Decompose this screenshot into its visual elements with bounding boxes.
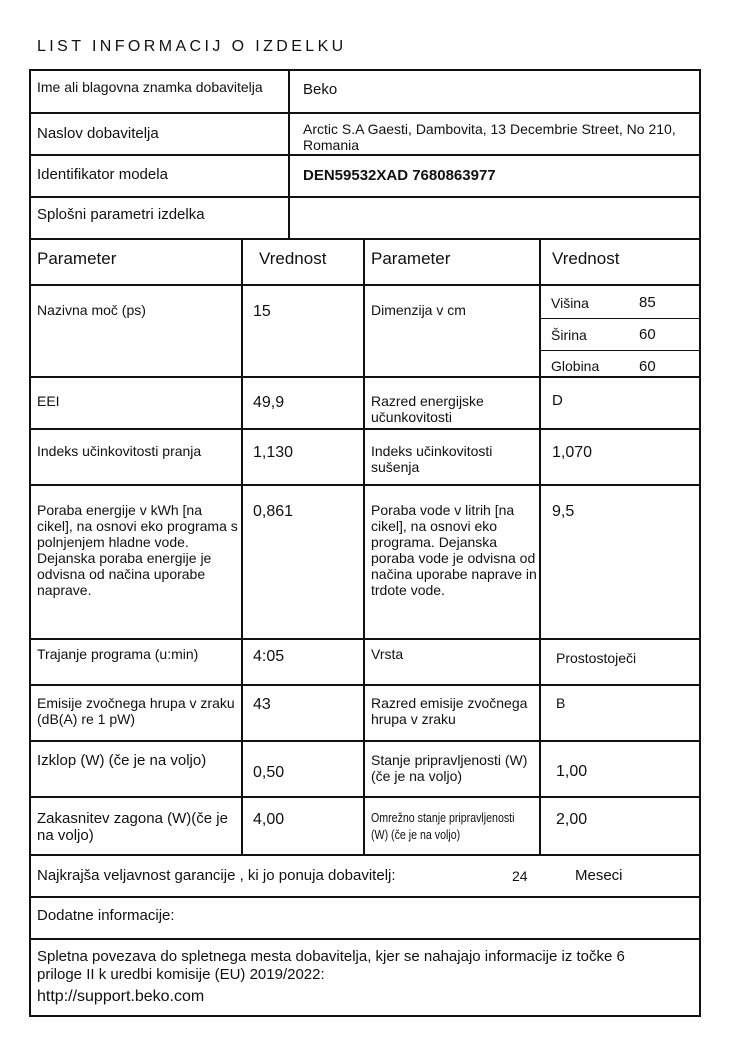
off-mode-value: 0,50 xyxy=(253,764,285,781)
network-standby-label-2: (W) (če je na voljo) xyxy=(371,828,461,842)
eei-value: 49,9 xyxy=(253,394,285,411)
energy-class-value: D xyxy=(552,392,563,409)
off-mode-label: Izklop (W) (če je na voljo) xyxy=(37,752,207,769)
height-value: 85 xyxy=(639,294,656,311)
eei-label: EEI xyxy=(37,393,60,409)
supplier-name-label: Ime ali blagovna znamka dobavitelja xyxy=(37,79,263,95)
energy-consumption-value: 0,861 xyxy=(253,503,294,520)
grid-line xyxy=(29,112,701,114)
network-standby-label-1: Omrežno stanje pripravljenosti xyxy=(371,811,515,825)
supplier-address-line1: Arctic S.A Gaesti, Dambovita, 13 Decembrie Street, No 210, xyxy=(303,121,676,137)
grid-line xyxy=(29,638,701,640)
grid-line xyxy=(29,484,701,486)
energy-line: Dejanska poraba energije je xyxy=(37,550,212,566)
network-standby-value: 2,00 xyxy=(556,811,588,828)
grid-line xyxy=(29,684,701,686)
grid-line xyxy=(29,154,701,156)
depth-label: Globina xyxy=(551,358,600,374)
header-parameter-1: Parameter xyxy=(37,249,117,268)
guarantee-label: Najkrajša veljavnost garancije , ki jo ponuja dobavitelj: xyxy=(37,867,396,884)
duration-label: Trajanje programa (u:min) xyxy=(37,646,199,662)
energy-class-label-2: učunkovitosti xyxy=(371,409,452,425)
standby-label-2: (če je na voljo) xyxy=(371,768,463,784)
header-value-1: Vrednost xyxy=(259,249,327,268)
type-label: Vrsta xyxy=(371,646,404,662)
grid-line xyxy=(29,376,701,378)
duration-value: 4:05 xyxy=(253,648,285,665)
grid-line xyxy=(241,238,243,856)
energy-class-label-1: Razred energijske xyxy=(371,393,484,409)
guarantee-value: 24 xyxy=(512,868,528,884)
water-line: poraba vode je odvisna od xyxy=(371,550,536,566)
grid-line xyxy=(29,740,701,742)
type-value: Prostostoječi xyxy=(556,650,637,666)
support-url[interactable]: http://support.beko.com xyxy=(37,988,205,1005)
grid-line xyxy=(29,896,701,898)
standby-label-1: Stanje pripravljenosti (W) xyxy=(371,752,528,768)
grid-line xyxy=(541,318,701,319)
grid-line xyxy=(29,428,701,430)
wash-index-label: Indeks učinkovitosti pranja xyxy=(37,443,202,459)
grid-line xyxy=(29,938,701,940)
wash-index-value: 1,130 xyxy=(253,444,294,461)
delay-start-label-2: na voljo) xyxy=(37,827,94,844)
energy-line: odvisna od načina uporabe xyxy=(37,566,206,582)
grid-line xyxy=(29,854,701,856)
rated-power-label: Nazivna moč (ps) xyxy=(37,302,146,318)
grid-line xyxy=(29,796,701,798)
weblink-line-2: priloge II k uredbi komisije (EU) 2019/2022: xyxy=(37,966,325,983)
supplier-address-line2: Romania xyxy=(303,137,360,153)
supplier-name-value: Beko xyxy=(303,81,338,98)
water-line: cikel], na osnovi eko xyxy=(371,518,498,534)
dimensions-label: Dimenzija v cm xyxy=(371,302,466,318)
grid-line xyxy=(29,238,701,240)
standby-value: 1,00 xyxy=(556,763,588,780)
noise-class-label-1: Razred emisije zvočnega xyxy=(371,695,528,711)
grid-line xyxy=(29,196,701,198)
noise-label-1: Emisije zvočnega hrupa v zraku xyxy=(37,695,235,711)
dry-index-label-2: sušenja xyxy=(371,459,420,475)
water-consumption-value: 9,5 xyxy=(552,503,575,520)
height-label: Višina xyxy=(551,295,589,311)
energy-line: polnjenjem hladne vode. xyxy=(37,534,189,550)
grid-line xyxy=(288,69,290,240)
depth-value: 60 xyxy=(639,358,656,375)
additional-info-label: Dodatne informacije: xyxy=(37,907,175,924)
width-value: 60 xyxy=(639,326,656,343)
dry-index-label-1: Indeks učinkovitosti xyxy=(371,443,493,459)
water-line: načina uporabe naprave in xyxy=(371,566,537,582)
general-params-label: Splošni parametri izdelka xyxy=(37,206,205,223)
water-line: programa. Dejanska xyxy=(371,534,498,550)
model-value: DEN59532XAD 7680863977 xyxy=(303,167,496,184)
grid-line xyxy=(541,350,701,351)
water-line: trdote vode. xyxy=(371,582,445,598)
grid-line xyxy=(29,284,701,286)
noise-label-2: (dB(A) re 1 pW) xyxy=(37,711,136,727)
grid-line xyxy=(539,238,541,856)
delay-start-value: 4,00 xyxy=(253,811,285,828)
guarantee-unit: Meseci xyxy=(575,867,623,884)
model-label: Identifikator modela xyxy=(37,166,168,183)
rated-power-value: 15 xyxy=(253,303,271,320)
energy-line: naprave. xyxy=(37,582,92,598)
document-title: LIST INFORMACIJ O IZDELKU xyxy=(37,38,347,55)
header-parameter-2: Parameter xyxy=(371,249,451,268)
supplier-address-label: Naslov dobavitelja xyxy=(37,125,159,142)
noise-class-value: B xyxy=(556,695,566,711)
dry-index-value: 1,070 xyxy=(552,444,593,461)
delay-start-label-1: Zakasnitev zagona (W)(če je xyxy=(37,810,228,827)
width-label: Širina xyxy=(551,327,587,343)
energy-line: cikel], na osnovi eko programa s xyxy=(37,518,238,534)
grid-line xyxy=(363,238,365,856)
noise-class-label-2: hrupa v zraku xyxy=(371,711,456,727)
water-line: Poraba vode v litrih [na xyxy=(371,502,515,518)
water-consumption-label xyxy=(371,502,537,598)
header-value-2: Vrednost xyxy=(552,249,620,268)
weblink-line-1: Spletna povezava do spletnega mesta dobavitelja, kjer se nahajajo informacije iz točke 6 xyxy=(37,948,625,965)
energy-consumption-label xyxy=(37,502,238,598)
noise-value: 43 xyxy=(253,696,271,713)
energy-line: Poraba energije v kWh [na xyxy=(37,502,202,518)
